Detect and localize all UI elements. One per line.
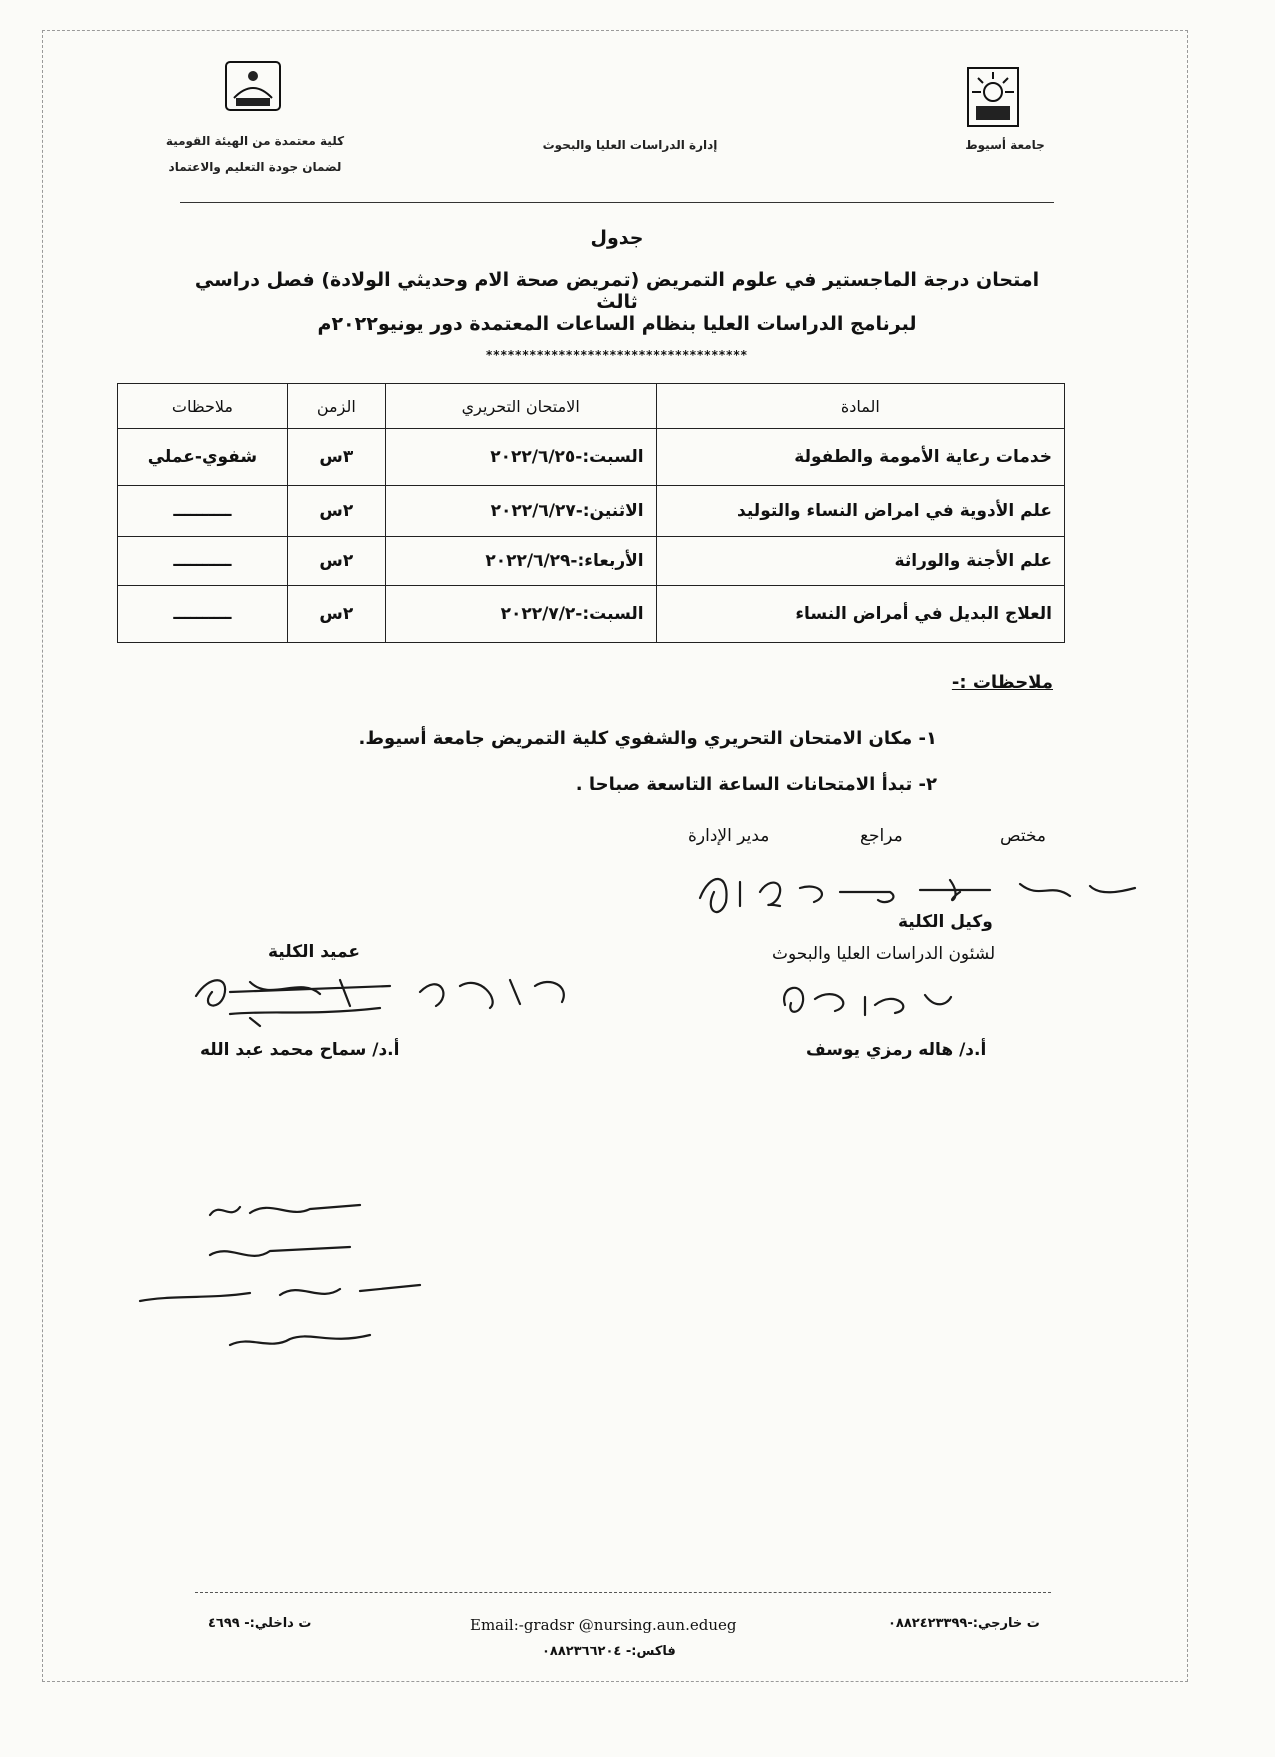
role-manager: مدير الإدارة (688, 826, 770, 846)
accreditation-line-1: كلية معتمدة من الهيئة القومية (165, 134, 345, 148)
footer-divider (195, 1592, 1051, 1593)
contact-email: Email:-gradsr @nursing.aun.edueg (470, 1616, 737, 1634)
external-phone: ت خارجي:-٠٨٨٢٤٢٣٣٩٩ (888, 1616, 1040, 1631)
exam-date-cell: الأربعاء:-٢٠٢٢/٦/٢٩ (385, 537, 656, 586)
duration-cell: ٢س (287, 486, 385, 537)
vice-dean-title: وكيل الكلية (898, 912, 993, 932)
subject-cell: علم الأجنة والوراثة (656, 537, 1064, 586)
notes-heading: ملاحظات :- (951, 672, 1053, 693)
role-reviewer: مراجع (860, 826, 903, 846)
header-subject: المادة (656, 384, 1064, 429)
notes-cell: شفوي-عملي (118, 429, 288, 486)
faculty-logo (222, 58, 284, 116)
dean-name: أ.د/ سماح محمد عبد الله (200, 1040, 400, 1060)
table-row (118, 429, 1065, 486)
exam-schedule-table (117, 383, 1065, 643)
title-stars: ************************************ (486, 348, 748, 362)
exam-date-cell: السبت:-٢٠٢٢/٦/٢٥ (385, 429, 656, 486)
accreditation-line-2: لضمان جودة التعليم والاعتماد (168, 160, 342, 174)
table-row (118, 486, 1065, 537)
dean-title: عميد الكلية (268, 942, 360, 962)
title-line-2: امتحان درجة الماجستير في علوم التمريض (تمريض صحة الام وحديثي الولادة) فصل دراسي ثالث (194, 269, 1040, 313)
header-notes: ملاحظات (118, 384, 288, 429)
vice-dean-name: أ.د/ هاله رمزي يوسف (806, 1040, 987, 1060)
duration-cell: ٣س (287, 429, 385, 486)
note-item-2: ٢- تبدأ الامتحانات الساعة التاسعة صباحا . (575, 774, 937, 795)
subject-cell: خدمات رعاية الأمومة والطفولة (656, 429, 1064, 486)
notes-cell: ــــــــــ (118, 537, 288, 586)
exam-date-cell: الاثنين:-٢٠٢٢/٦/٢٧ (385, 486, 656, 537)
header-time: الزمن (287, 384, 385, 429)
notes-cell: ــــــــــ (118, 486, 288, 537)
dean-signature (190, 956, 590, 1036)
department-name: إدارة الدراسات العليا والبحوث (542, 138, 718, 152)
title-line-3: لبرنامج الدراسات العليا بنظام الساعات المعتمدة دور يونيو٢٠٢٢م (317, 313, 917, 335)
header-divider (180, 202, 1054, 203)
subject-cell: العلاج البديل في أمراض النساء (656, 586, 1064, 643)
role-specialist: مختص (1000, 826, 1047, 846)
duration-cell: ٢س (287, 586, 385, 643)
header-exam: الامتحان التحريري (385, 384, 656, 429)
table-row (118, 537, 1065, 586)
vice-dean-signature (775, 975, 955, 1025)
duration-cell: ٢س (287, 537, 385, 586)
vice-dean-subtitle: لشئون الدراسات العليا والبحوث (772, 944, 996, 964)
document-title: جدول (590, 227, 644, 249)
table-header-row (118, 384, 1065, 429)
exam-date-cell: السبت:-٢٠٢٢/٧/٢ (385, 586, 656, 643)
handwritten-annotation (130, 1195, 450, 1365)
university-name: جامعة أسيوط (965, 138, 1045, 152)
table-row (118, 586, 1065, 643)
fax-number: فاكس:- ٠٨٨٢٣٦٦٢٠٤ (542, 1644, 676, 1659)
subject-cell: علم الأدوية في امراض النساء والتوليد (656, 486, 1064, 537)
university-logo (966, 66, 1020, 128)
internal-phone: ت داخلي:- ٤٦٩٩ (208, 1616, 312, 1631)
notes-cell: ــــــــــ (118, 586, 288, 643)
note-item-1: ١- مكان الامتحان التحريري والشفوي كلية التمريض جامعة أسيوط. (358, 728, 937, 749)
